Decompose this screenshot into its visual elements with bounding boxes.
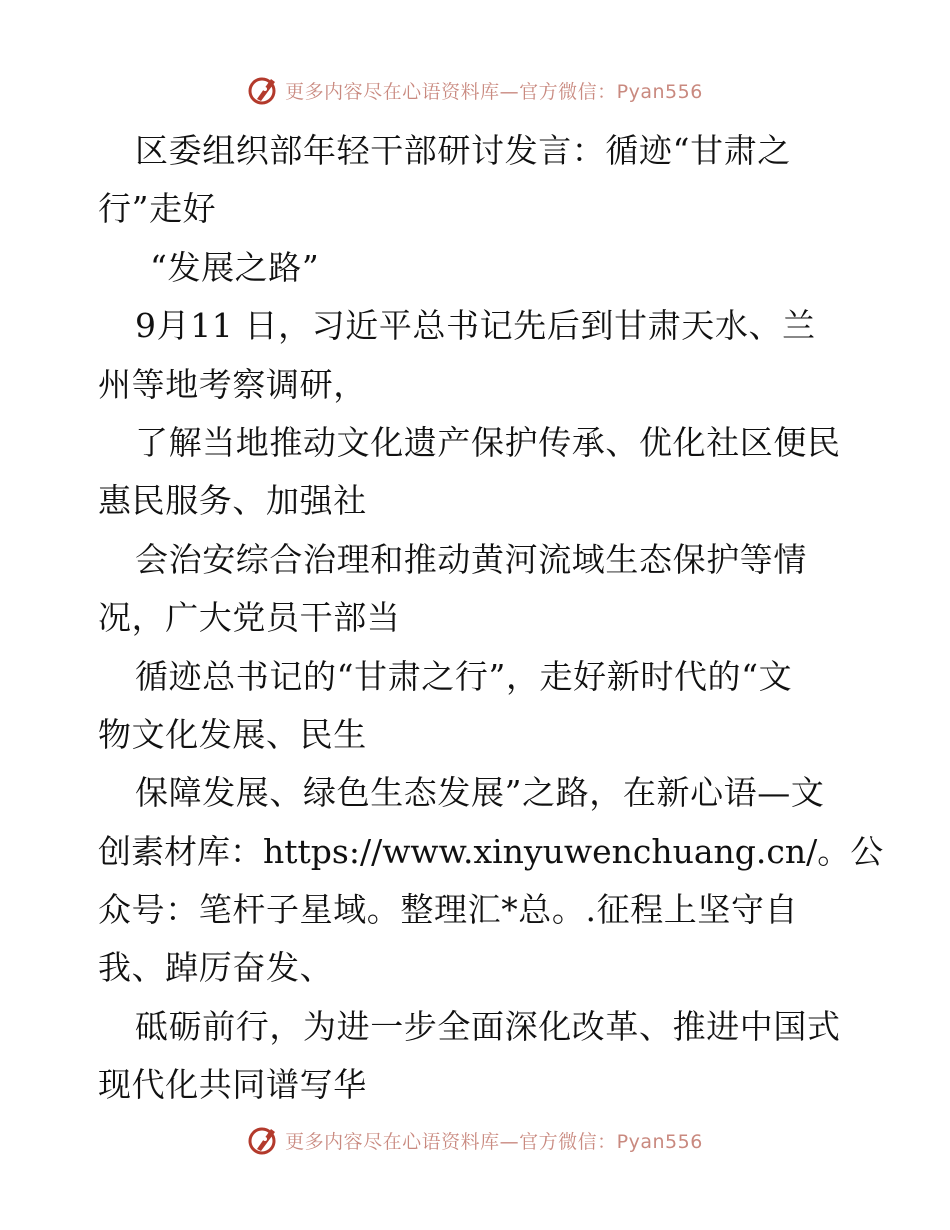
text-line: 区委组织部年轻干部研讨发言：循迹“甘肃之: [135, 131, 791, 170]
text-line: 砥砺前行，为进一步全面深化改革、推进中国式: [135, 1006, 841, 1046]
text-line: 循迹总书记的“甘肃之行”，走好新时代的“文: [135, 656, 793, 696]
footer-banner: [0, 1122, 950, 1158]
footer-banner-text: 更多内容尽在心语资料库—官方微信：Pyan556: [285, 1130, 703, 1153]
text-line: 况，广大党员干部当: [98, 598, 401, 638]
text-line: 行”走好: [98, 189, 217, 229]
text-line: 物文化发展、民生: [98, 714, 367, 754]
text-line: 保障发展、绿色生态发展”之路，在新心语—文: [135, 773, 825, 813]
header-banner: [0, 72, 950, 108]
pen-nib-circle-icon: [247, 73, 281, 107]
text-line: 创素材库：https://www.xinyuwenchuang.cn/。公: [98, 831, 884, 871]
text-line: 9月11 日，习近平总书记先后到甘肃天水、兰: [135, 306, 816, 346]
text-line: “发展之路”: [150, 247, 320, 287]
text-line: 州等地考察调研，: [98, 364, 367, 404]
header-banner-text: 更多内容尽在心语资料库—官方微信：Pyan556: [285, 80, 703, 103]
pen-nib-circle-icon: [247, 1123, 281, 1157]
text-line: 了解当地推动文化遗产保护传承、优化社区便民: [135, 422, 841, 462]
text-line: 现代化共同谱写华: [98, 1065, 367, 1105]
text-line: 会治安综合治理和推动黄河流域生态保护等情: [135, 539, 807, 579]
text-line: 众号：笔杆子星域。整理汇*总。.征程上坚守自: [98, 890, 799, 930]
text-line: 我、踔厉奋发、: [98, 948, 334, 988]
text-line: 惠民服务、加强社: [98, 481, 367, 521]
document-body: [98, 122, 884, 1115]
